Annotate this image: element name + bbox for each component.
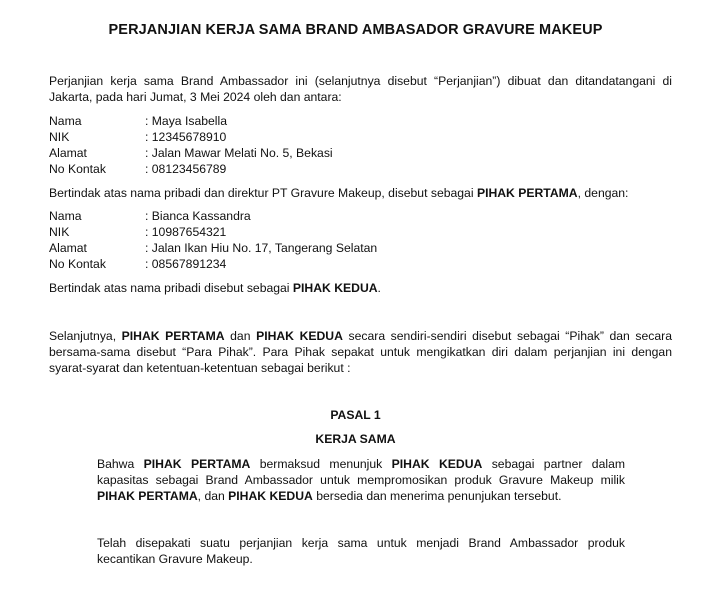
paragraph-text: dan [224, 329, 257, 343]
party2-role-text: Bertindak atas nama pribadi disebut sebagai [49, 281, 293, 295]
party2-label: Alamat [49, 241, 87, 255]
pihak-kedua-bold: PIHAK KEDUA [391, 457, 483, 471]
pasal-heading: PASAL 1 [330, 408, 381, 422]
paragraph-text: bersedia dan menerima penunjukan tersebut. [312, 489, 562, 503]
party2-label: No Kontak [49, 257, 106, 271]
paragraph-text: sebagai partner dalam kapasitas sebagai Brand Ambassador untuk mempromosikan produk Gravure Makeup milik [97, 457, 625, 487]
paragraph-text: bermaksud menunjuk [250, 457, 392, 471]
paragraph-text: Selanjutnya, [49, 329, 122, 343]
party1-value: : 08123456789 [145, 162, 227, 176]
pasal1-paragraph-1 [97, 456, 625, 504]
party1-role-text-end: , dengan: [577, 186, 629, 200]
party2-label: NIK [49, 225, 70, 239]
pihak-pertama-bold: PIHAK PERTAMA [143, 457, 251, 471]
pihak-kedua-bold: PIHAK KEDUA [256, 329, 343, 343]
party2-role-text-end: . [377, 281, 381, 295]
party1-role-paragraph [49, 185, 672, 201]
pihak-pertama-bold: PIHAK PERTAMA [121, 329, 225, 343]
party1-label: NIK [49, 130, 70, 144]
party1-value: : Jalan Mawar Melati No. 5, Bekasi [145, 146, 333, 160]
party1-value: : 12345678910 [145, 130, 227, 144]
paragraph-text: secara sendiri-sendiri disebut sebagai “Pihak” dan secara bersama-sama disebut “Para Pihak”. Para Pihak sepakat untuk mengikatkan diri dalam perjanjian ini dengan syarat-syarat dan ketentuan-ketentuan sebagai berikut : [49, 329, 673, 375]
intro-paragraph: Perjanjian kerja sama Brand Ambassador ini (selanjutnya disebut “Perjanjian”) dibuat dan ditandatangani di Jakarta, pada hari Jumat, 3 Mei 2024 oleh dan antara: [49, 74, 672, 104]
party2-value: : 08567891234 [145, 257, 227, 271]
pasal1-paragraph-2: Telah disepakati suatu perjanjian kerja sama untuk menjadi Brand Ambassador produk kecantikan Gravure Makeup. [97, 536, 625, 566]
party1-value: : Maya Isabella [145, 114, 227, 128]
pihak-pertama-bold: PIHAK PERTAMA [97, 489, 198, 503]
document-title: PERJANJIAN KERJA SAMA BRAND AMBASADOR GRAVURE MAKEUP [108, 22, 603, 38]
party1-label: Alamat [49, 146, 87, 160]
party1-label: Nama [49, 114, 82, 128]
pihak-kedua-bold: PIHAK KEDUA [228, 489, 313, 503]
party2-role-bold: PIHAK KEDUA [292, 281, 378, 295]
party1-label: No Kontak [49, 162, 106, 176]
party2-value: : Bianca Kassandra [145, 209, 251, 223]
party2-value: : Jalan Ikan Hiu No. 17, Tangerang Selatan [145, 241, 378, 255]
paragraph-text: , dan [197, 489, 229, 503]
selanjutnya-paragraph [49, 328, 672, 376]
party2-role-paragraph [49, 280, 672, 296]
party1-role-bold: PIHAK PERTAMA [476, 186, 578, 200]
party2-label: Nama [49, 209, 82, 223]
paragraph-text: Bahwa [97, 457, 144, 471]
party1-role-text: Bertindak atas nama pribadi dan direktur PT Gravure Makeup, disebut sebagai [49, 186, 477, 200]
pasal-subheading: KERJA SAMA [315, 432, 396, 446]
party2-value: : 10987654321 [145, 225, 227, 239]
